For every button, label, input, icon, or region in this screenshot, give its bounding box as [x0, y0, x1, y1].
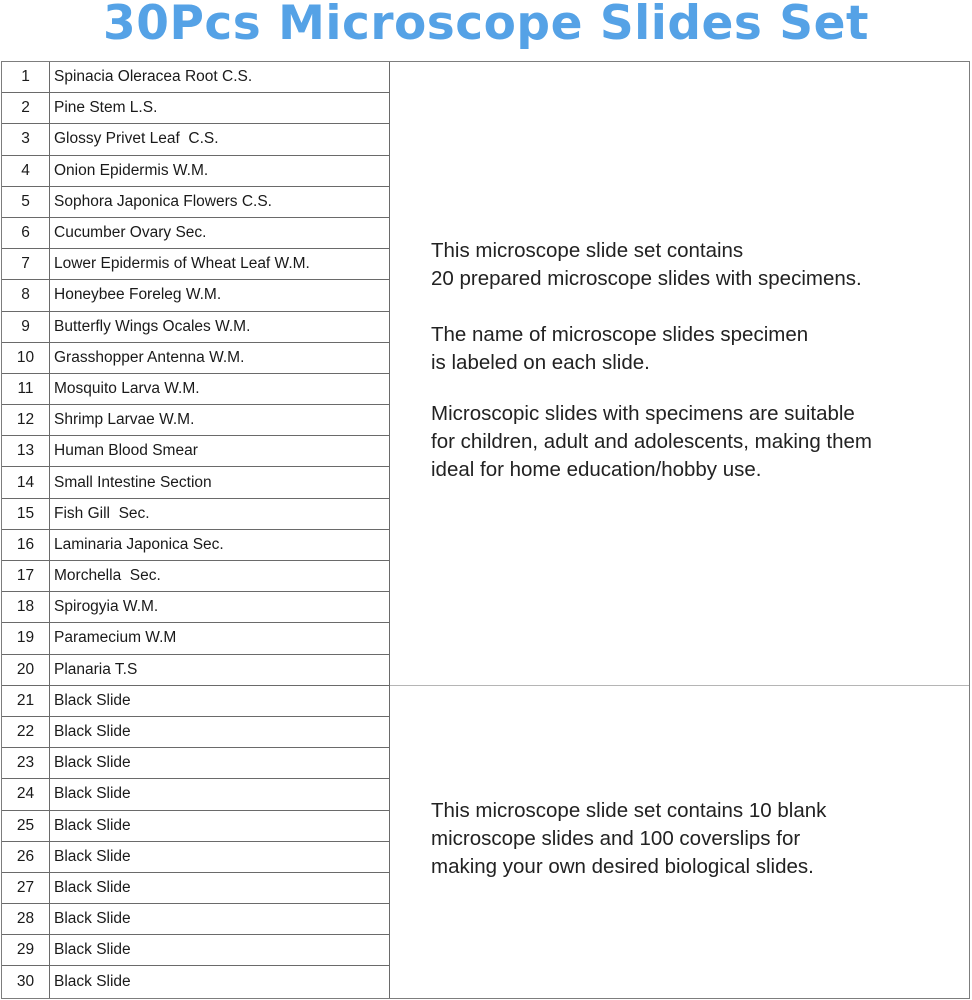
text-line: is labeled on each slide.	[431, 351, 650, 374]
table-row	[2, 93, 389, 124]
table-row	[2, 904, 389, 935]
slide-name: Spirogyia W.M.	[54, 598, 159, 616]
table-row	[2, 717, 389, 748]
text-line: ideal for home education/hobby use.	[431, 458, 762, 481]
table-row	[2, 592, 389, 623]
table-row	[2, 156, 389, 187]
prepared-paragraph-3	[431, 400, 872, 484]
blank-slides-description	[390, 686, 969, 998]
text-line: The name of microscope slides specimen	[431, 323, 809, 346]
table-row	[2, 655, 389, 686]
slide-number: 18	[2, 592, 50, 622]
slide-name: Fish Gill Sec.	[54, 504, 150, 522]
slide-name: Laminaria Japonica Sec.	[54, 535, 224, 553]
slide-number: 24	[2, 779, 50, 809]
slide-name: Honeybee Foreleg W.M.	[54, 286, 222, 304]
slide-number: 3	[2, 124, 50, 154]
slide-number: 16	[2, 530, 50, 560]
table-row	[2, 686, 389, 717]
text-line: microscope slides and 100 coverslips for	[431, 827, 801, 850]
table-row	[2, 467, 389, 498]
slide-name: Onion Epidermis W.M.	[54, 161, 209, 179]
slide-name: Butterfly Wings Ocales W.M.	[54, 317, 251, 335]
slide-name: Black Slide	[54, 691, 131, 709]
text-line: making your own desired biological slides.	[431, 855, 814, 878]
slide-number: 1	[2, 62, 50, 92]
table-row	[2, 623, 389, 654]
table-row	[2, 966, 389, 997]
table-row	[2, 62, 389, 93]
table-row	[2, 873, 389, 904]
table-row	[2, 779, 389, 810]
slide-number: 26	[2, 842, 50, 872]
slide-name: Black Slide	[54, 754, 131, 772]
table-row	[2, 935, 389, 966]
slide-name: Black Slide	[54, 973, 131, 991]
slide-name: Black Slide	[54, 816, 131, 834]
slide-number: 5	[2, 187, 50, 217]
text-line: Microscopic slides with specimens are suitable	[431, 402, 855, 425]
slide-name: Spinacia Oleracea Root C.S.	[54, 68, 253, 86]
slide-name: Black Slide	[54, 941, 131, 959]
slide-number: 2	[2, 93, 50, 123]
text-line: 20 prepared microscope slides with specimens.	[431, 267, 862, 290]
slide-name: Morchella Sec.	[54, 567, 161, 585]
table-row	[2, 811, 389, 842]
slide-number: 9	[2, 312, 50, 342]
table-row	[2, 748, 389, 779]
slide-list	[2, 62, 390, 998]
slide-number: 4	[2, 156, 50, 186]
table-row	[2, 280, 389, 311]
slides-table	[1, 61, 970, 999]
text-line: This microscope slide set contains	[431, 239, 744, 262]
table-row	[2, 312, 389, 343]
slide-name: Lower Epidermis of Wheat Leaf W.M.	[54, 255, 310, 273]
slide-name: Shrimp Larvae W.M.	[54, 411, 195, 429]
slide-number: 23	[2, 748, 50, 778]
prepared-paragraph-2	[431, 321, 808, 377]
slide-number: 17	[2, 561, 50, 591]
slide-number: 11	[2, 374, 50, 404]
slide-name: Black Slide	[54, 910, 131, 928]
slide-number: 14	[2, 467, 50, 497]
table-row	[2, 374, 389, 405]
blank-paragraph-1	[431, 797, 826, 881]
slide-name: Planaria T.S	[54, 660, 138, 678]
slide-number: 13	[2, 436, 50, 466]
slide-number: 10	[2, 343, 50, 373]
table-row	[2, 249, 389, 280]
table-row	[2, 561, 389, 592]
slide-name: Sophora Japonica Flowers C.S.	[54, 192, 272, 210]
slide-number: 19	[2, 623, 50, 653]
slide-name: Black Slide	[54, 723, 131, 741]
slide-name: Grasshopper Antenna W.M.	[54, 348, 245, 366]
slide-number: 21	[2, 686, 50, 716]
slide-name: Pine Stem L.S.	[54, 99, 158, 117]
table-row	[2, 124, 389, 155]
slide-name: Black Slide	[54, 878, 131, 896]
slide-number: 22	[2, 717, 50, 747]
slide-number: 28	[2, 904, 50, 934]
table-row	[2, 530, 389, 561]
table-row	[2, 343, 389, 374]
prepared-slides-description	[390, 62, 969, 686]
slide-number: 27	[2, 873, 50, 903]
slide-number: 20	[2, 655, 50, 685]
table-row	[2, 218, 389, 249]
table-row	[2, 842, 389, 873]
slide-name: Mosquito Larva W.M.	[54, 379, 200, 397]
slide-name: Small Intestine Section	[54, 473, 212, 491]
slide-number: 25	[2, 811, 50, 841]
slide-number: 7	[2, 249, 50, 279]
slide-name: Human Blood Smear	[54, 442, 198, 460]
slide-name: Black Slide	[54, 785, 131, 803]
table-row	[2, 187, 389, 218]
slide-name: Cucumber Ovary Sec.	[54, 224, 207, 242]
table-row	[2, 436, 389, 467]
slide-number: 15	[2, 499, 50, 529]
page-title: 30Pcs Microscope Slides Set	[103, 0, 869, 51]
slide-number: 12	[2, 405, 50, 435]
table-row	[2, 405, 389, 436]
slide-name: Black Slide	[54, 847, 131, 865]
slide-name: Paramecium W.M	[54, 629, 177, 647]
slide-number: 29	[2, 935, 50, 965]
slide-name: Glossy Privet Leaf C.S.	[54, 130, 219, 148]
text-line: for children, adult and adolescents, making them	[431, 430, 873, 453]
table-row	[2, 499, 389, 530]
slide-number: 30	[2, 966, 50, 997]
text-line: This microscope slide set contains 10 blank	[431, 799, 827, 822]
slide-number: 8	[2, 280, 50, 310]
prepared-paragraph-1	[431, 237, 862, 293]
slide-number: 6	[2, 218, 50, 248]
